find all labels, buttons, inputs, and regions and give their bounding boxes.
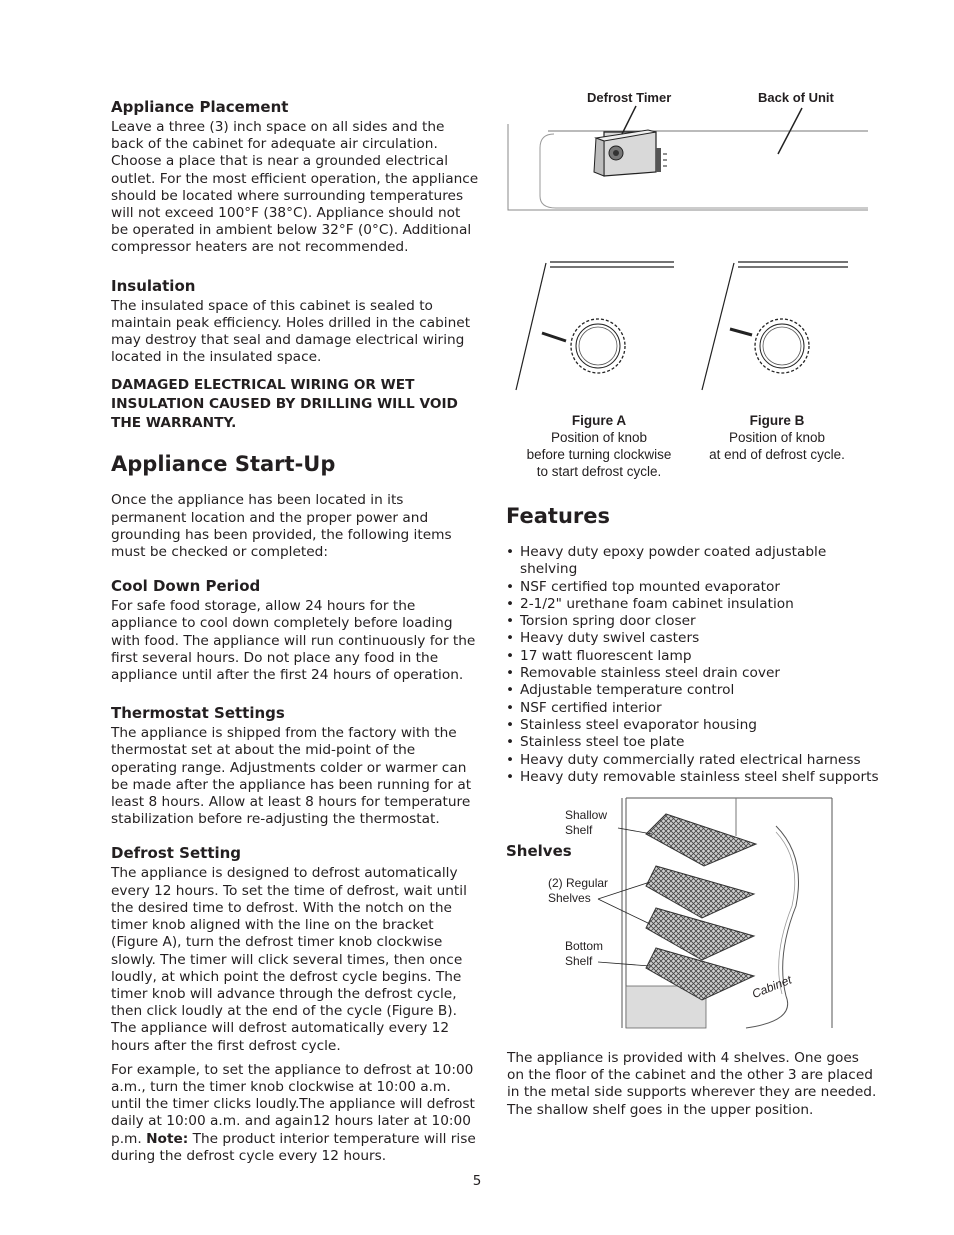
feature-item: • NSF certified top mounted evaporator [506, 579, 886, 596]
insulation-heading: Insulation [111, 276, 196, 295]
figure-b-line2: at end of defrost cycle. [709, 447, 845, 462]
startup-body: Once the appliance has been located in its permanent location and the proper power and grounding has been provided, the following items must be checked or completed: [111, 492, 452, 561]
feature-item: • Removable stainless steel drain cover [506, 665, 886, 682]
feature-item: • NSF certified interior [506, 700, 886, 717]
feature-item: • Adjustable temperature control [506, 682, 886, 699]
left-column [111, 98, 479, 1165]
shelves-body: The appliance is provided with 4 shelves. One goes on the floor of the cabinet and the other 3 are placed in the metal side supports wherever they are needed. The shallow shelf goes in the upper position. [507, 1050, 877, 1118]
section-cooldown [111, 577, 479, 684]
feature-item: • Heavy duty commercially rated electrical harness [506, 752, 886, 769]
label-defrost-timer: Defrost Timer [587, 90, 672, 105]
shelves-diagram [506, 796, 836, 1031]
startup-heading: Appliance Start-Up [111, 452, 336, 477]
feature-item: • Stainless steel evaporator housing [506, 717, 886, 734]
feature-item: • Torsion spring door closer [506, 613, 886, 630]
shelves-illustration [506, 796, 836, 1031]
figure-a-caption [509, 412, 689, 480]
defrost-heading: Defrost Setting [111, 844, 242, 863]
figure-a-line2: before turning clockwise [526, 447, 672, 462]
figure-b-line1: Position of knob [728, 430, 826, 445]
defrost-note-text: The product interior temperature will rise during the defrost cycle every 12 hours. [111, 1130, 476, 1164]
feature-item: • Heavy duty removable stainless steel shelf supports [506, 769, 886, 786]
label-shallow-2: Shelf [565, 823, 593, 837]
section-thermostat [111, 704, 479, 828]
feature-item: • Stainless steel toe plate [506, 734, 886, 751]
section-features [506, 503, 886, 786]
figure-b-illustration [690, 255, 865, 395]
label-bottom-2: Shelf [565, 954, 593, 968]
defrost-example-paragraph [111, 1062, 479, 1165]
figure-b-caption [697, 412, 857, 463]
cooldown-body: For safe food storage, allow 24 hours for the appliance to cool down completely before loading with food. The appliance will run continuously for the first several hours. Do not place any food in the appliance until after the first 24 hours of operation. [111, 598, 476, 684]
figure-a-illustration [506, 255, 681, 395]
placement-heading: Appliance Placement [111, 98, 289, 116]
section-startup [111, 451, 479, 561]
section-insulation [111, 277, 479, 367]
label-back-of-unit: Back of Unit [758, 90, 834, 105]
defrost-body: The appliance is designed to defrost automatically every 12 hours. To set the time of defrost, wait until the desired time to defrost. With the notch on the timer knob aligned with the line on the bracket (Figure A), turn the defrost timer knob clockwise slowly. The timer will click several times, then once loudly, at which point the defrost cycle begins. The timer knob will advance through the defrost cycle, then click loudly at the end of the cycle (Figure B). The appliance will defrost automatically every 12 hours after the first defrost cycle. [111, 865, 467, 1054]
cooldown-heading: Cool Down Period [111, 577, 261, 596]
defrost-timer-diagram [506, 86, 876, 216]
timer-illustration [506, 86, 876, 216]
features-list [506, 544, 886, 786]
section-defrost [111, 844, 479, 1164]
page-number: 5 [472, 1173, 482, 1189]
defrost-example: For example, to set the appliance to defrost at 10:00 a.m., turn the timer knob clockwise at 10:00 a.m. until the timer clicks loudly.The appliance will defrost daily at 10:00 a.m. and again12 hours later at 10:00 p.m. [111, 1061, 475, 1147]
figure-a-title: Figure A [571, 413, 627, 428]
insulation-warning: DAMAGED ELECTRICAL WIRING OR WET INSULATION CAUSED BY DRILLING WILL VOID THE WARRANTY. [111, 377, 458, 432]
feature-item: • 17 watt fluorescent lamp [506, 648, 886, 665]
feature-item: • Heavy duty epoxy powder coated adjustable shelving [506, 544, 886, 579]
placement-body: Leave a three (3) inch space on all sides and the back of the cabinet for adequate air circulation. Choose a place that is near a grounded electrical outlet. For the most efficient operation, the appliance should be located where surrounding temperatures will not exceed 100°F (38°C). Appliance should not be operated in ambient below 32°F (0°C). Additional compressor heaters are not recommended. [111, 119, 479, 256]
features-heading: Features [506, 504, 610, 528]
label-cabinet: Cabinet [750, 972, 794, 1001]
label-regular-1: (2) Regular [548, 876, 609, 890]
figure-b-title: Figure B [749, 413, 805, 428]
thermostat-heading: Thermostat Settings [111, 704, 285, 723]
insulation-body: The insulated space of this cabinet is sealed to maintain peak efficiency. Holes drilled in the cabinet may destroy that seal and damage electrical wiring located in the insulated space. [111, 297, 471, 366]
shelves-heading: Shelves [506, 842, 572, 860]
feature-item: • 2-1/2" urethane foam cabinet insulation [506, 596, 886, 613]
thermostat-body: The appliance is shipped from the factory with the thermostat set at about the mid-point of the operating range. Adjustments colder or warmer can be made after the appliance has been running for at least 8 hours. Allow at least 8 hours for temperature stabilization before re-adjusting the thermostat. [111, 725, 472, 828]
label-shallow-1: Shallow [565, 808, 608, 822]
defrost-note-label: Note: [146, 1130, 189, 1147]
label-regular-2: Shelves [548, 891, 591, 905]
figure-a-line3: to start defrost cycle. [536, 464, 662, 479]
label-bottom-1: Bottom [565, 939, 604, 953]
section-placement [111, 98, 479, 257]
feature-item: • Heavy duty swivel casters [506, 630, 886, 647]
figure-a-line1: Position of knob [550, 430, 648, 445]
